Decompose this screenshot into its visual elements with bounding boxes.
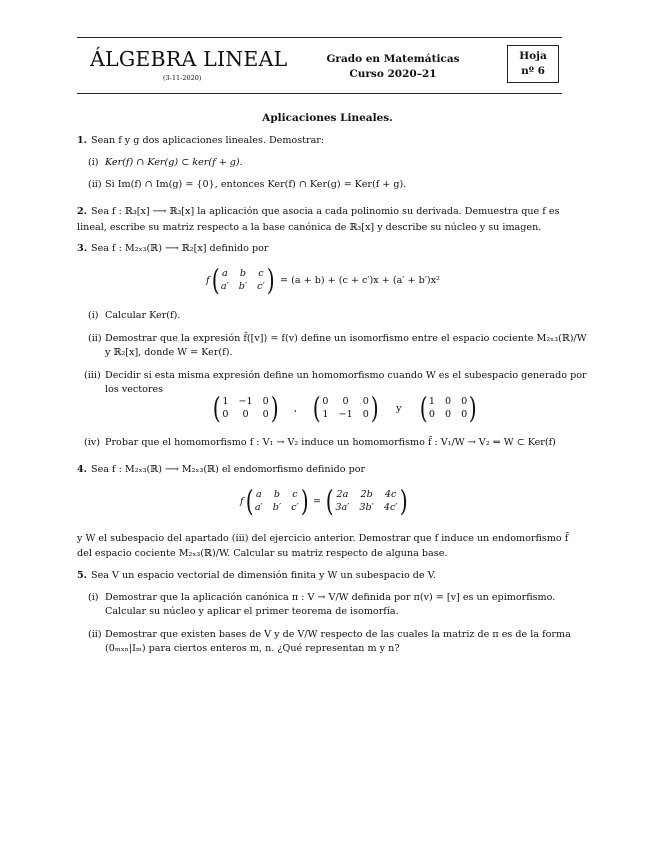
matrix-entry: c (258, 268, 264, 279)
sheet-date: (3-11-2020) (163, 74, 202, 82)
ex3-i-label: (i) (88, 310, 99, 321)
vector-matrix-3 (418, 391, 479, 425)
left-paren: ( (312, 391, 321, 425)
vector-matrix-2 (311, 391, 380, 425)
ex3-formula (206, 263, 440, 297)
ex3-iii-line2: los vectores (105, 384, 164, 395)
course-title: ÁLGEBRA LINEAL (90, 47, 288, 71)
right-paren: ) (266, 263, 275, 297)
matrix-entry: 0 (242, 409, 249, 420)
left-paren: ( (245, 484, 254, 518)
matrix-entry: c (292, 489, 298, 500)
ex5-statement: Sea V un espacio vectorial de dimensión finita y W un subespacio de V. (91, 570, 436, 581)
ex3-number: 3. (77, 243, 88, 254)
matrix-entry: 0 (444, 409, 452, 420)
sheet-box (507, 45, 559, 83)
ex3-ii-label: (ii) (88, 333, 102, 344)
matrix-entry: 0 (322, 396, 329, 407)
ex4-formula (240, 484, 409, 518)
matrix-entry: b (273, 489, 281, 500)
matrix-entry: a (221, 268, 228, 279)
ex1-number: 1. (77, 135, 88, 146)
top-rule (77, 37, 562, 38)
header-bottom-rule (77, 93, 562, 94)
left-paren: ( (211, 263, 220, 297)
ex5-i-line2: Calcular su núcleo y aplicar el primer teorema de isomorfía. (105, 606, 399, 617)
matrix-entry: 0 (461, 396, 468, 407)
ex2-line2: lineal, escribe su matriz respecto a la base canónica de ℝ₃[x] y describe su núcleo y su imagen. (77, 222, 542, 233)
ex4-line2: del espacio cociente M₂ₓ₃(ℝ)/W. Calcular su matriz respecto de alguna base. (77, 548, 448, 559)
matrix-entry: c′ (291, 502, 299, 513)
matrix-entry: 0 (428, 409, 435, 420)
matrix-entry: 0 (262, 409, 269, 420)
matrix-entry: 1 (428, 396, 435, 407)
matrix-entry: −1 (238, 396, 253, 407)
sheet-number: nº 6 (521, 65, 545, 77)
ex3-iii-label: (iii) (84, 370, 101, 381)
ex4-formula-f: f (240, 495, 244, 507)
degree-name: Grado en Matemáticas (326, 53, 460, 65)
vector-separator-comma: , (294, 402, 298, 414)
matrix-entry: 2a (336, 489, 349, 500)
matrix-entry: 4c′ (383, 502, 398, 513)
matrix-entry: a (255, 489, 262, 500)
ex3-matrix (210, 263, 276, 297)
vector-matrix-1 (211, 391, 280, 425)
matrix-entry: 3b′ (359, 502, 374, 513)
ex4-rhs-grid (335, 489, 397, 513)
matrix-entry: 1 (322, 409, 329, 420)
ex3-statement: Sea f : M₂ₓ₃(ℝ) ⟶ ℝ₂[x] definido por (91, 243, 269, 254)
matrix-entry: b′ (238, 281, 248, 292)
course-year: Curso 2020–21 (349, 68, 437, 80)
matrix-entry: 0 (222, 409, 229, 420)
matrix-entry: 0 (262, 396, 269, 407)
sheet-label: Hoja (519, 50, 547, 62)
vector-grid-3 (429, 396, 467, 420)
ex4-line1: y W el subespacio del apartado (iii) del ejercicio anterior. Demostrar que f induce un endomorfismo f̄ (77, 533, 569, 544)
vector-grid-2 (322, 396, 368, 420)
left-paren: ( (419, 391, 428, 425)
vector-grid-1 (222, 396, 268, 420)
matrix-entry: 0 (362, 396, 369, 407)
vector-separator-and: y (396, 402, 402, 414)
ex3-vectors (211, 391, 479, 425)
section-title: Aplicaciones Lineales. (262, 112, 393, 124)
ex3-iv-label: (iv) (84, 437, 100, 448)
ex4-equals: = (313, 495, 322, 507)
right-paren: ) (370, 391, 379, 425)
matrix-entry: 0 (444, 396, 452, 407)
ex4-lhs-grid (255, 489, 299, 513)
ex3-matrix-grid (221, 268, 265, 292)
matrix-entry: 2b (360, 489, 373, 500)
matrix-entry: c′ (257, 281, 265, 292)
right-paren: ) (300, 484, 309, 518)
ex4-lhs-matrix (244, 484, 310, 518)
ex3-iv-text: Probar que el homomorfismo f : V₁ → V₂ induce un homomorfismo f̄ : V₁/W → V₂ ⇔ W ⊂ Ker(f) (105, 437, 556, 448)
ex3-i-text: Calcular Ker(f). (105, 310, 181, 321)
matrix-entry: 0 (362, 409, 369, 420)
matrix-entry: −1 (338, 409, 353, 420)
degree-info (318, 52, 468, 82)
matrix-entry: 0 (461, 409, 468, 420)
ex5-number: 5. (77, 570, 88, 581)
right-paren: ) (399, 484, 408, 518)
ex4-number: 4. (77, 464, 88, 475)
ex1-ii-text: Si Im(f) ∩ Im(g) = {0}, entonces Ker(f) ∩ Ker(g) = Ker(f + g). (105, 179, 407, 190)
ex2-line1: Sea f : ℝ₃[x] ⟶ ℝ₃[x] la aplicación que asocia a cada polinomio su derivada. Demuestra que f es (91, 206, 560, 217)
right-paren: ) (468, 391, 477, 425)
ex3-ii-line1: Demostrar que la expresión f̄([v]) = f(v) define un isomorfismo entre el espacio cociente M₂ₓ₃(ℝ)/W (105, 333, 587, 344)
ex5-ii-line1: Demostrar que existen bases de V y de V/W respecto de las cuales la matriz de π es de la forma (105, 629, 571, 640)
ex1-statement: Sean f y g dos aplicaciones lineales. Demostrar: (91, 135, 325, 146)
right-paren: ) (270, 391, 279, 425)
matrix-entry: b (239, 268, 247, 279)
ex5-ii-label: (ii) (88, 629, 102, 640)
left-paren: ( (212, 391, 221, 425)
ex1-ii-label: (ii) (88, 179, 102, 190)
ex5-i-line1: Demostrar que la aplicación canónica π : V → V/W definida por π(v) = [v] es un epimorfismo. (105, 592, 556, 603)
ex3-formula-f: f (206, 274, 210, 286)
ex3-formula-rhs: = (a + b) + (c + c′)x + (a′ + b′)x² (280, 274, 440, 286)
ex1-i-text: Ker(f) ∩ Ker(g) ⊂ ker(f + g). (105, 157, 243, 168)
left-paren: ( (325, 484, 334, 518)
ex5-ii-line2: (0ₘₓₙ|Iₘ) para ciertos enteros m, n. ¿Qué representan m y n? (105, 643, 400, 654)
matrix-entry: 0 (342, 396, 349, 407)
ex5-i-label: (i) (88, 592, 99, 603)
matrix-entry: a′ (220, 281, 229, 292)
matrix-entry: 3a′ (335, 502, 350, 513)
ex2-number: 2. (77, 206, 88, 217)
matrix-entry: b′ (272, 502, 282, 513)
ex4-statement: Sea f : M₂ₓ₃(ℝ) ⟶ M₂ₓ₃(ℝ) el endomorfismo definido por (91, 464, 366, 475)
ex3-iii-line1: Decidir si esta misma expresión define un homomorfismo cuando W es el subespacio generado por (105, 370, 587, 381)
matrix-entry: a′ (254, 502, 263, 513)
ex3-ii-line2: y ℝ₂[x], donde W = Ker(f). (105, 347, 233, 358)
ex1-i-label: (i) (88, 157, 99, 168)
matrix-entry: 1 (222, 396, 229, 407)
ex4-rhs-matrix (324, 484, 409, 518)
matrix-entry: 4c (384, 489, 397, 500)
